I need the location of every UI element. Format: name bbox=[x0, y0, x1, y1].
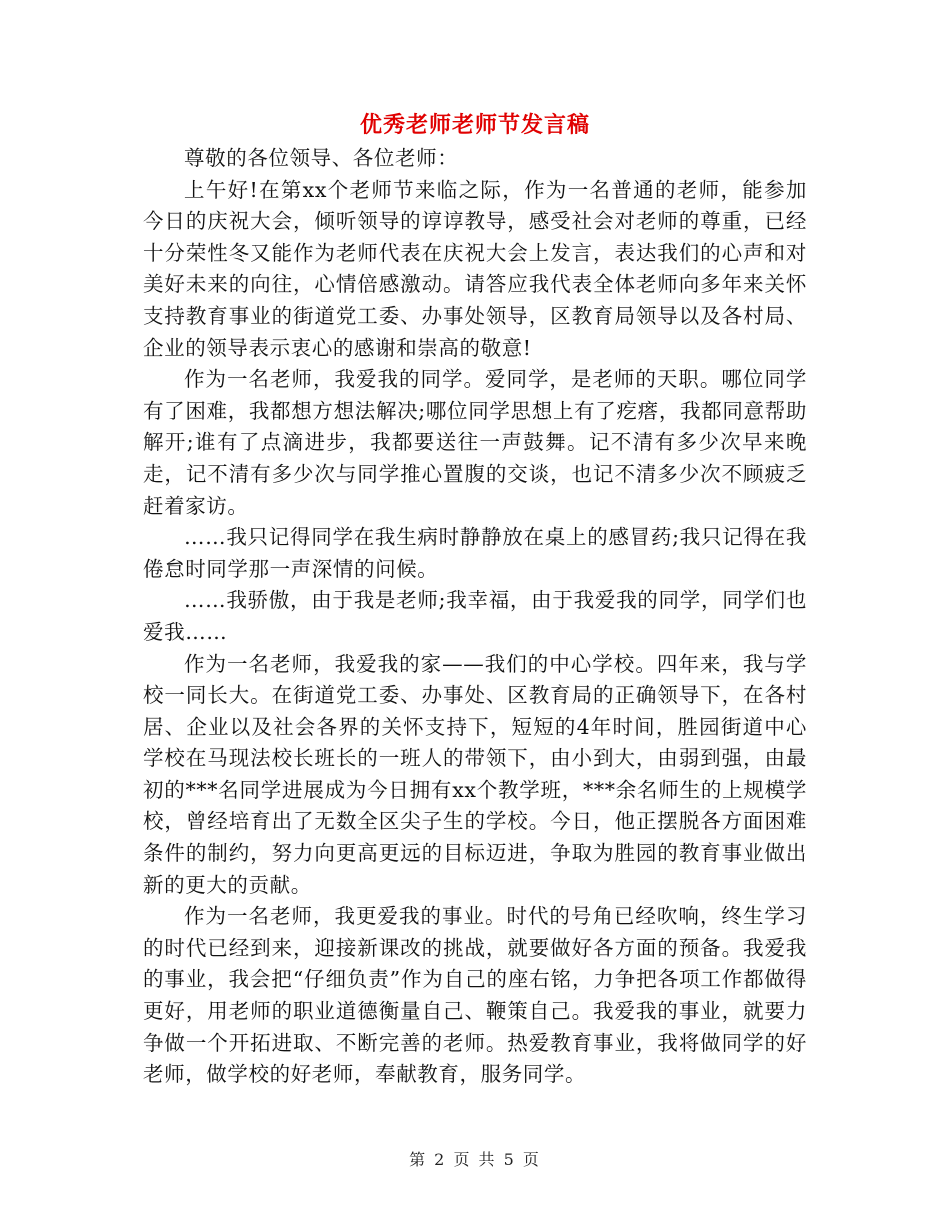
body-paragraph: 作为一名老师，我爱我的同学。爱同学，是老师的天职。哪位同学有了困难，我都想方想法解决;哪位同学思想上有了疙瘩，我都同意帮助解开;谁有了点滴进步，我都要送往一声鼓舞。记不清有多少次早来晚走，记不清有多少次与同学推心置腹的交谈，也记不清多少次不顾疲乏赶着家访。 bbox=[143, 367, 807, 518]
body-paragraph: 上午好!在第xx个老师节来临之际，作为一名普通的老师，能参加今日的庆祝大会，倾听领导的谆谆教导，感受社会对老师的尊重，已经十分荣性冬又能作为老师代表在庆祝大会上发言，表达我们的心声和对美好未来的向往，心情倍感激动。请答应我代表全体老师向多年来关怀支持教育事业的街道党工委、办事处领导，区教育局领导以及各村局、企业的领导表示衷心的感谢和崇高的敬意! bbox=[143, 177, 807, 360]
salutation-paragraph: 尊敬的各位领导、各位老师： bbox=[184, 146, 459, 170]
page-number-footer: 第 2 页 共 5 页 bbox=[409, 1150, 541, 1169]
document-body bbox=[143, 143, 807, 1091]
body-paragraph: ……我骄傲，由于我是老师;我幸福，由于我爱我的同学，同学们也爱我…… bbox=[143, 588, 807, 644]
document-title: 优秀老师老师节发言稿 bbox=[359, 112, 590, 138]
body-paragraph: ……我只记得同学在我生病时静静放在桌上的感冒药;我只记得在我倦怠时同学那一声深情的问候。 bbox=[143, 525, 807, 581]
body-paragraph: 作为一名老师，我更爱我的事业。时代的号角已经吹响，终生学习的时代已经到来，迎接新课改的挑战，就要做好各方面的预备。我爱我的事业，我会把“仔细负责”作为自己的座右铭，力争把各项工作都做得更好，用老师的职业道德衡量自己、鞭策自己。我爱我的事业，就要力争做一个开拓进取、不断完善的老师。热爱教育事业，我将做同学的好老师，做学校的好老师，奉献教育，服务同学。 bbox=[143, 904, 807, 1087]
body-paragraph: 作为一名老师，我爱我的家——我们的中心学校。四年来，我与学校一同长大。在街道党工委、办事处、区教育局的正确领导下，在各村居、企业以及社会各界的关怀支持下，短短的4年时间，胜园街道中心学校在马现法校长班长的一班人的带领下，由小到大，由弱到强，由最初的***名同学进展成为今日拥有xx个教学班，***余名师生的上规模学校，曾经培育出了无数全区尖子生的学校。今日，他正摆脱各方面困难条件的制约，努力向更高更远的目标迈进，争取为胜园的教育事业做出新的更大的贡献。 bbox=[143, 651, 807, 897]
